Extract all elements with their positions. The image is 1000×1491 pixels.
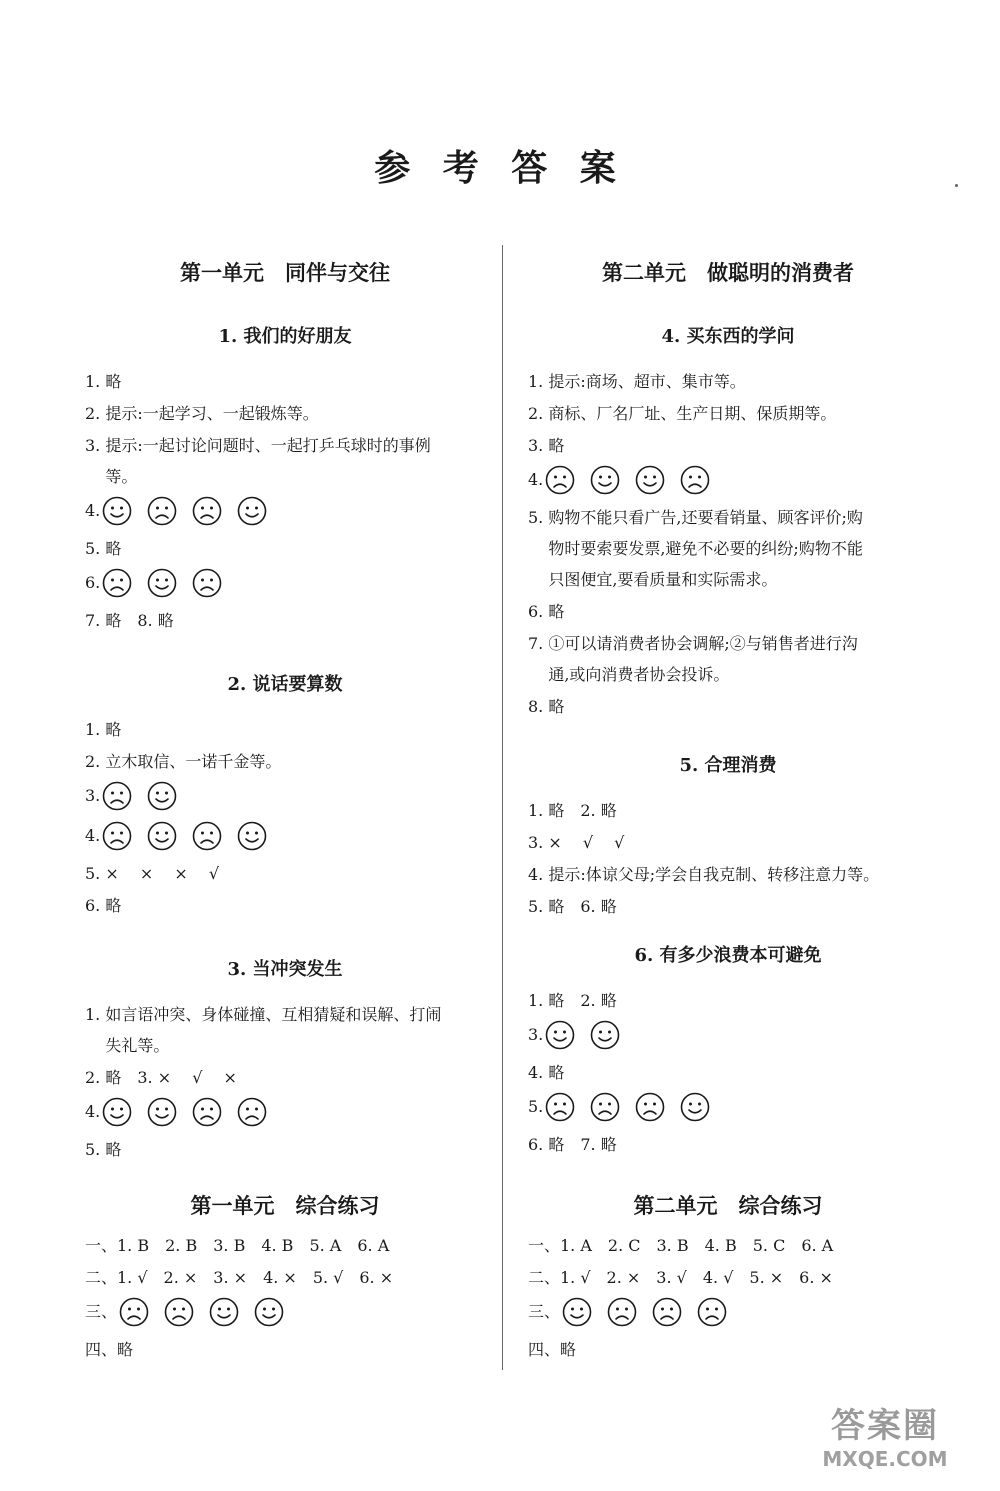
answer-item: 6. 略 7. 略 (528, 1135, 617, 1154)
column-divider (502, 245, 503, 1370)
sad-face-icon (164, 1297, 194, 1327)
answer-item: 3. 提示:一起讨论问题时、一起打乒乓球时的事例 等。 (85, 436, 431, 486)
answer-number: 3. (528, 1025, 544, 1044)
watermark (810, 1398, 960, 1471)
sad-face-icon (697, 1297, 727, 1327)
answer-item: 一、1. B 2. B 3. B 4. B 5. A 6. A (85, 1236, 390, 1255)
answer-face-row (85, 1094, 485, 1130)
answer-item: 3. 略 (528, 436, 565, 455)
unit-title: 第一单元 同伴与交往 (180, 260, 390, 285)
smiley-face-icon (147, 1097, 177, 1127)
smiley-face-icon (147, 781, 177, 811)
page-title: 参 考 答 案 (374, 147, 626, 189)
sad-face-icon (545, 1092, 575, 1122)
answer-item: 1. 略 (85, 372, 122, 391)
sad-face-icon (652, 1297, 682, 1327)
answer-item: 一、1. A 2. C 3. B 4. B 5. C 6. A (528, 1236, 834, 1255)
answer-item: 5. 略 (85, 539, 122, 558)
answer-item: 2. 立木取信、一诺千金等。 (85, 752, 282, 771)
answer-item: 6. 略 (85, 896, 122, 915)
answer-number: 5. (528, 1097, 544, 1116)
answer-item: 8. 略 (528, 697, 565, 716)
lesson-title: 4. 买东西的学问 (661, 326, 795, 347)
lesson-title: 1. 我们的好朋友 (218, 326, 352, 347)
smiley-face-icon (237, 496, 267, 526)
answer-number: 4. (85, 501, 101, 520)
answer-number: 三、 (528, 1302, 561, 1321)
smiley-face-icon (254, 1297, 284, 1327)
sad-face-icon (192, 821, 222, 851)
answer-face-row (528, 1089, 928, 1125)
sad-face-icon (102, 568, 132, 598)
answer-item: 2. 商标、厂名厂址、生产日期、保质期等。 (528, 404, 837, 423)
answer-item: 四、略 (528, 1340, 577, 1359)
lesson-title: 5. 合理消费 (679, 755, 777, 776)
answer-item: 二、1. √ 2. × 3. √ 4. √ 5. × 6. × (528, 1268, 833, 1287)
answer-number: 6. (85, 573, 101, 592)
smiley-face-icon (545, 1020, 575, 1050)
answer-item: 四、略 (85, 1340, 134, 1359)
answer-item: 1. 略 (85, 720, 122, 739)
answer-item: 1. 略 2. 略 (528, 801, 617, 820)
answer-item: 4. 提示:体谅父母;学会自我克制、转移注意力等。 (528, 865, 880, 884)
answer-item: 1. 提示:商场、超市、集市等。 (528, 372, 746, 391)
review-title: 第二单元 综合练习 (633, 1193, 823, 1218)
watermark-url: MXQE.COM (822, 1447, 948, 1471)
smiley-face-icon (680, 1092, 710, 1122)
lesson-title: 3. 当冲突发生 (227, 959, 343, 980)
smiley-face-icon (102, 496, 132, 526)
answer-face-row (85, 493, 485, 529)
answer-number: 三、 (85, 1302, 118, 1321)
lesson-title: 6. 有多少浪费本可避免 (634, 945, 822, 966)
answer-item: 7. ①可以请消费者协会调解;②与销售者进行沟 通,或向消费者协会投诉。 (528, 634, 858, 684)
smiley-face-icon (102, 1097, 132, 1127)
answer-item: 1. 如言语冲突、身体碰撞、互相猜疑和误解、打闹 失礼等。 (85, 1005, 442, 1055)
smiley-face-icon (590, 1020, 620, 1050)
watermark-logo: 答案圈 (831, 1406, 939, 1446)
answer-item: 二、1. √ 2. × 3. × 4. × 5. √ 6. × (85, 1268, 394, 1287)
answer-number: 4. (85, 826, 101, 845)
sad-face-icon (607, 1297, 637, 1327)
answer-number: 4. (528, 470, 544, 489)
answer-item: 4. 略 (528, 1063, 565, 1082)
sad-face-icon (680, 465, 710, 495)
answer-item: 5. 购物不能只看广告,还要看销量、顾客评价;购 物时要索要发票,避免不必要的纠纷;购物不能 只图便宜,要看质量和实际需求。 (528, 508, 863, 589)
sad-face-icon (192, 568, 222, 598)
answer-item: 5. × × × √ (85, 864, 220, 883)
answer-face-row (528, 462, 928, 498)
answer-face-row (528, 1294, 928, 1330)
sad-face-icon (147, 496, 177, 526)
unit-title: 第二单元 做聪明的消费者 (602, 260, 854, 285)
sad-face-icon (192, 1097, 222, 1127)
lesson-title: 2. 说话要算数 (227, 674, 343, 695)
answer-face-row (85, 778, 485, 814)
sad-face-icon (237, 1097, 267, 1127)
answer-face-row (85, 1294, 485, 1330)
corner-dot (955, 184, 958, 187)
sad-face-icon (192, 496, 222, 526)
answer-item: 2. 略 3. × √ × (85, 1068, 237, 1087)
smiley-face-icon (237, 821, 267, 851)
answer-item: 5. 略 6. 略 (528, 897, 617, 916)
smiley-face-icon (209, 1297, 239, 1327)
review-title: 第一单元 综合练习 (190, 1193, 380, 1218)
smiley-face-icon (147, 821, 177, 851)
answer-face-row (528, 1017, 928, 1053)
sad-face-icon (102, 821, 132, 851)
answer-item: 2. 提示:一起学习、一起锻炼等。 (85, 404, 319, 423)
sad-face-icon (119, 1297, 149, 1327)
sad-face-icon (635, 1092, 665, 1122)
smiley-face-icon (590, 465, 620, 495)
answer-item: 1. 略 2. 略 (528, 991, 617, 1010)
answer-item: 6. 略 (528, 602, 565, 621)
answer-item: 5. 略 (85, 1140, 122, 1159)
smiley-face-icon (562, 1297, 592, 1327)
sad-face-icon (102, 781, 132, 811)
answer-number: 3. (85, 786, 101, 805)
sad-face-icon (545, 465, 575, 495)
answer-face-row (85, 818, 485, 854)
answer-item: 3. × √ √ (528, 833, 625, 852)
answer-number: 4. (85, 1102, 101, 1121)
smiley-face-icon (147, 568, 177, 598)
sad-face-icon (590, 1092, 620, 1122)
answer-item: 7. 略 8. 略 (85, 611, 174, 630)
answer-face-row (85, 565, 485, 601)
smiley-face-icon (635, 465, 665, 495)
